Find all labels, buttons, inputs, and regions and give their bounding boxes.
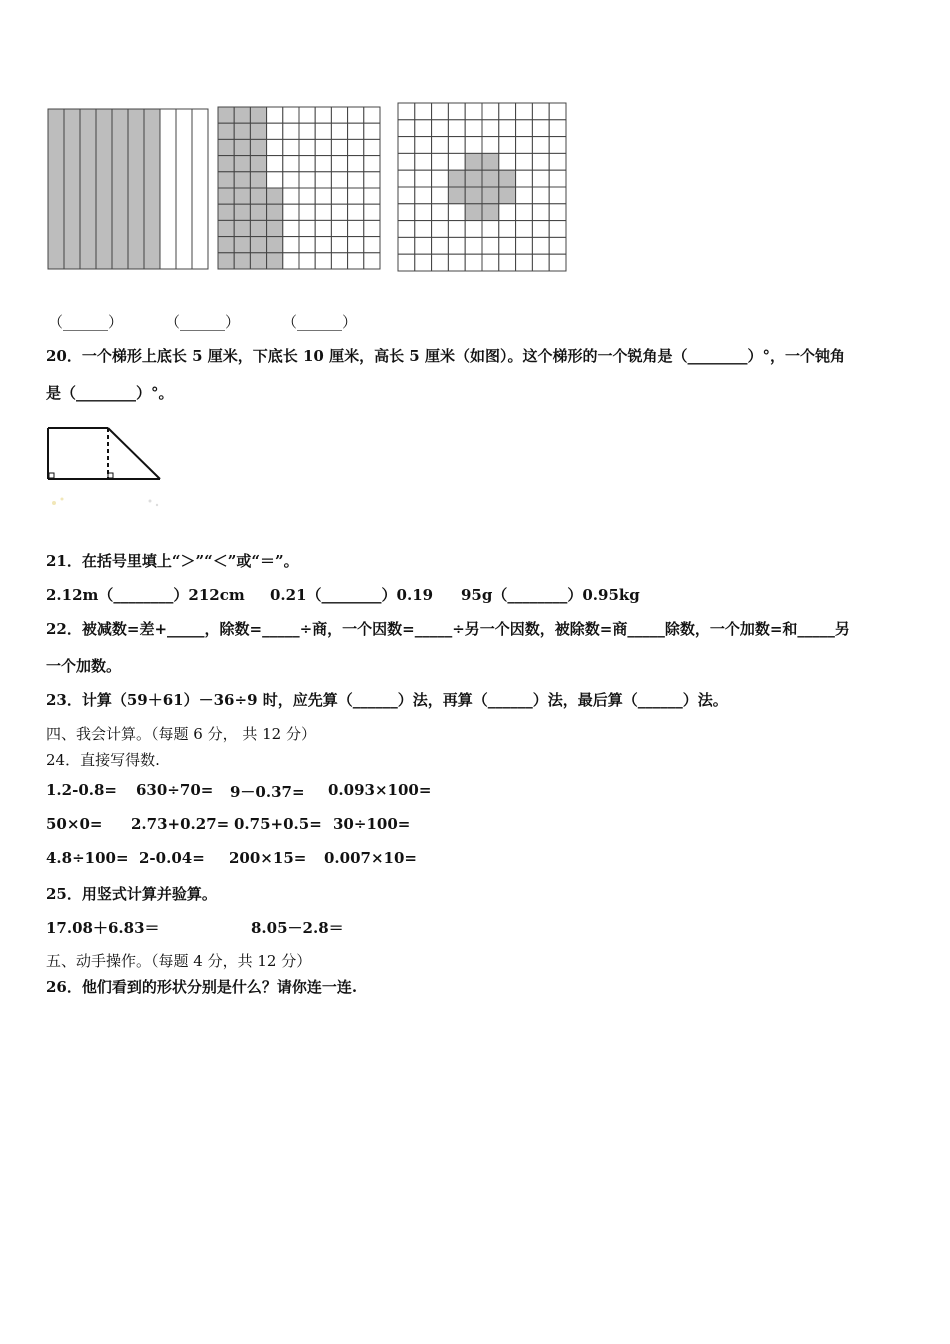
grid2-cell — [267, 123, 283, 139]
grid3-cell — [516, 170, 533, 187]
grid2-cell — [331, 123, 347, 139]
grid2-cell — [283, 253, 299, 269]
grid2-cell — [267, 172, 283, 188]
grid3-cell — [398, 137, 415, 154]
grid3-cell — [415, 187, 432, 204]
grid2-cell — [283, 204, 299, 220]
grid3-cell — [432, 137, 449, 154]
grid3-cell — [465, 120, 482, 137]
grid3-cell — [448, 221, 465, 238]
grid2-cell — [348, 253, 364, 269]
grid2-cell — [299, 139, 315, 155]
grid2-cell — [250, 172, 266, 188]
grid3-cell — [465, 137, 482, 154]
grid2-cell — [218, 188, 234, 204]
grid3-cell — [398, 254, 415, 271]
grid2-cell — [283, 188, 299, 204]
grid2-cell — [283, 156, 299, 172]
grid2-cell — [364, 139, 380, 155]
grid2-cell — [234, 156, 250, 172]
grid3-cell — [532, 153, 549, 170]
grid2-cell — [267, 139, 283, 155]
grid2-cell — [315, 123, 331, 139]
grid3-cell — [532, 120, 549, 137]
strip-cell — [48, 109, 64, 269]
grid3-cell — [465, 254, 482, 271]
grid3-cell — [432, 120, 449, 137]
grid3-cell — [482, 137, 499, 154]
grid3-cell — [398, 237, 415, 254]
section-5-title: 五、动手操作。（每题 4 分，共 12 分） — [46, 952, 312, 970]
figure-2-blank[interactable]: （______） — [165, 313, 241, 331]
grid2-cell — [364, 204, 380, 220]
grid2-cell — [331, 188, 347, 204]
grid3-cell — [516, 120, 533, 137]
strip-cell — [160, 109, 176, 269]
grid2-cell — [283, 107, 299, 123]
grid3-cell — [432, 187, 449, 204]
grid3-cell — [549, 237, 566, 254]
grid3-cell — [432, 103, 449, 120]
trapezoid-figure — [40, 415, 175, 515]
q24-r1c1: 1.2-0.8= — [46, 781, 117, 799]
grid2-cell — [331, 220, 347, 236]
grid2-cell — [299, 123, 315, 139]
grid2-cell — [267, 204, 283, 220]
grid3-cell — [549, 153, 566, 170]
strip-cell — [112, 109, 128, 269]
grid3-cell — [398, 204, 415, 221]
grid3-cell — [465, 170, 482, 187]
grid2-cell — [267, 220, 283, 236]
grid3-cell — [432, 221, 449, 238]
grid2-cell — [250, 188, 266, 204]
grid3-cell — [516, 137, 533, 154]
grid3-cell — [499, 187, 516, 204]
grid2-cell — [348, 139, 364, 155]
grid2-cell — [250, 237, 266, 253]
grid2-cell — [348, 220, 364, 236]
grid3-cell — [482, 170, 499, 187]
strip-cell — [80, 109, 96, 269]
grid3-cell — [499, 170, 516, 187]
grid3-cell — [432, 170, 449, 187]
grid2-cell — [250, 204, 266, 220]
grid3-cell — [532, 204, 549, 221]
grid3-cell — [499, 254, 516, 271]
grid2-cell — [267, 253, 283, 269]
grid3-cell — [448, 153, 465, 170]
grid2-cell — [331, 107, 347, 123]
grid3-cell — [532, 237, 549, 254]
grid2-cell — [364, 253, 380, 269]
grid3-cell — [499, 221, 516, 238]
grid3-cell — [532, 137, 549, 154]
grid3-cell — [532, 254, 549, 271]
strip-grid-figure — [47, 108, 209, 270]
grid2-cell — [348, 123, 364, 139]
grid3-cell — [482, 120, 499, 137]
grid3-cell — [482, 103, 499, 120]
grid3-cell — [549, 103, 566, 120]
question-21-title: 21．在括号里填上“＞”“＜”或“＝”。 — [46, 552, 299, 570]
grid3-cell — [516, 187, 533, 204]
grid3-cell — [482, 187, 499, 204]
grid2-cell — [299, 220, 315, 236]
q24-r3c1: 4.8÷100= — [46, 849, 129, 867]
grid2-cell — [348, 172, 364, 188]
grid2-cell — [283, 123, 299, 139]
grid2-cell — [218, 123, 234, 139]
grid3-cell — [432, 254, 449, 271]
grid3-cell — [499, 237, 516, 254]
grid3-cell — [398, 170, 415, 187]
grid2-cell — [234, 139, 250, 155]
q24-r1c4: 0.093×100= — [328, 781, 432, 799]
grid2-cell — [331, 172, 347, 188]
grid3-cell — [465, 221, 482, 238]
question-23: 23．计算（59＋61）－36÷9 时，应先算（______）法，再算（______）法，最后算（______）法。 — [46, 691, 728, 709]
grid2-cell — [234, 253, 250, 269]
grid3-cell — [532, 170, 549, 187]
grid3-cell — [432, 237, 449, 254]
grid3-cell — [415, 120, 432, 137]
grid2-cell — [234, 220, 250, 236]
question-21-item-1: 2.12m（________）212cm — [46, 586, 245, 604]
grid2-cell — [234, 172, 250, 188]
grid2-cell — [250, 107, 266, 123]
grid2-cell — [250, 139, 266, 155]
grid3-cell — [499, 153, 516, 170]
grid2-cell — [299, 253, 315, 269]
grid3-cell — [465, 237, 482, 254]
figure-3-blank[interactable]: （______） — [282, 313, 358, 331]
question-22-line1: 22．被减数=差+_____，除数=_____÷商，一个因数=_____÷另一个因数，被除数=商_____除数，一个加数=和_____另 — [46, 620, 850, 638]
grid2-cell — [234, 123, 250, 139]
grid2-cell — [283, 139, 299, 155]
q24-r3c2: 2-0.04= — [139, 849, 205, 867]
grid3-cell — [465, 103, 482, 120]
grid3-cell — [499, 137, 516, 154]
grid2-cell — [299, 107, 315, 123]
strip-cell — [176, 109, 192, 269]
grid2-cell — [299, 204, 315, 220]
grid2-cell — [315, 172, 331, 188]
grid2-cell — [218, 139, 234, 155]
grid3-cell — [549, 170, 566, 187]
grid2-cell — [315, 139, 331, 155]
q24-r2c4: 30÷100= — [333, 815, 411, 833]
grid2-cell — [218, 237, 234, 253]
grid3-cell — [465, 204, 482, 221]
grid2-cell — [348, 107, 364, 123]
grid2-cell — [315, 237, 331, 253]
grid3-cell — [415, 254, 432, 271]
grid3-cell — [398, 187, 415, 204]
grid3-cell — [516, 204, 533, 221]
grid2-cell — [299, 237, 315, 253]
strip-cell — [96, 109, 112, 269]
grid2-cell — [218, 253, 234, 269]
grid2-cell — [234, 188, 250, 204]
grid2-cell — [283, 237, 299, 253]
grid3-cell — [465, 187, 482, 204]
grid3-cell — [398, 221, 415, 238]
grid2-cell — [218, 156, 234, 172]
grid2-cell — [267, 107, 283, 123]
grid3-cell — [516, 221, 533, 238]
grid3-cell — [549, 187, 566, 204]
grid3-cell — [482, 204, 499, 221]
grid3-cell — [432, 153, 449, 170]
grid-figure-2 — [217, 106, 383, 270]
grid3-cell — [448, 170, 465, 187]
grid3-cell — [549, 120, 566, 137]
grid3-cell — [516, 254, 533, 271]
grid2-cell — [348, 237, 364, 253]
strip-cell — [144, 109, 160, 269]
q24-r2c2: 2.73+0.27= — [131, 815, 230, 833]
grid2-cell — [218, 107, 234, 123]
grid3-cell — [499, 103, 516, 120]
figure-1-blank[interactable]: （______） — [48, 313, 124, 331]
grid2-cell — [348, 156, 364, 172]
grid3-cell — [499, 120, 516, 137]
grid2-cell — [299, 188, 315, 204]
grid2-cell — [283, 172, 299, 188]
grid2-cell — [250, 156, 266, 172]
grid2-cell — [364, 237, 380, 253]
grid3-cell — [448, 254, 465, 271]
grid2-cell — [331, 139, 347, 155]
grid2-cell — [364, 156, 380, 172]
grid3-cell — [448, 103, 465, 120]
grid2-cell — [218, 172, 234, 188]
grid3-cell — [549, 254, 566, 271]
grid2-cell — [218, 204, 234, 220]
q24-r2c3: 0.75+0.5= — [234, 815, 322, 833]
grid2-cell — [315, 156, 331, 172]
grid3-cell — [415, 204, 432, 221]
grid2-cell — [331, 237, 347, 253]
grid3-cell — [415, 153, 432, 170]
grid3-cell — [465, 153, 482, 170]
grid3-cell — [432, 204, 449, 221]
q24-r2c1: 50×0= — [46, 815, 103, 833]
question-25-item-2: 8.05－2.8＝ — [251, 919, 344, 937]
q24-r1c2: 630÷70= — [136, 781, 214, 799]
grid2-cell — [331, 204, 347, 220]
grid2-cell — [364, 220, 380, 236]
question-20-line2: 是（________）°。 — [46, 384, 174, 402]
q24-r3c3: 200×15= — [229, 849, 307, 867]
strip-cell — [64, 109, 80, 269]
grid3-cell — [482, 153, 499, 170]
question-25-item-1: 17.08＋6.83＝ — [46, 919, 160, 937]
grid-figure-3 — [397, 102, 567, 272]
grid3-cell — [532, 187, 549, 204]
question-21-item-2: 0.21（________）0.19 — [270, 586, 434, 604]
grid2-cell — [234, 204, 250, 220]
section-4-title: 四、我会计算。（每题 6 分， 共 12 分） — [46, 725, 316, 743]
grid3-cell — [516, 153, 533, 170]
grid2-cell — [234, 237, 250, 253]
grid2-cell — [315, 107, 331, 123]
question-25-title: 25．用竖式计算并验算。 — [46, 885, 217, 903]
grid3-cell — [448, 120, 465, 137]
grid3-cell — [448, 187, 465, 204]
grid2-cell — [234, 107, 250, 123]
grid2-cell — [267, 188, 283, 204]
grid3-cell — [415, 137, 432, 154]
grid2-cell — [348, 204, 364, 220]
grid2-cell — [299, 156, 315, 172]
grid2-cell — [315, 220, 331, 236]
grid3-cell — [516, 103, 533, 120]
grid2-cell — [331, 156, 347, 172]
grid3-cell — [499, 204, 516, 221]
question-26-title: 26．他们看到的形状分别是什么？请你连一连. — [46, 978, 358, 996]
grid2-cell — [364, 172, 380, 188]
grid2-cell — [348, 188, 364, 204]
question-20-line1: 20．一个梯形上底长 5 厘米，下底长 10 厘米，高长 5 厘米（如图）。这个梯形的一个锐角是（________）°，一个钝角 — [46, 347, 845, 365]
question-24-title: 24．直接写得数. — [46, 751, 160, 769]
grid3-cell — [398, 120, 415, 137]
grid2-cell — [250, 220, 266, 236]
strip-cell — [128, 109, 144, 269]
question-21-item-3: 95g（________）0.95kg — [461, 586, 640, 604]
grid3-cell — [398, 153, 415, 170]
grid3-cell — [482, 254, 499, 271]
q24-r3c4: 0.007×10= — [324, 849, 417, 867]
grid2-cell — [315, 188, 331, 204]
grid3-cell — [415, 103, 432, 120]
grid3-cell — [398, 103, 415, 120]
grid2-cell — [250, 123, 266, 139]
grid2-cell — [250, 253, 266, 269]
grid3-cell — [549, 221, 566, 238]
grid2-cell — [299, 172, 315, 188]
grid2-cell — [267, 237, 283, 253]
grid3-cell — [415, 237, 432, 254]
grid2-cell — [218, 220, 234, 236]
grid3-cell — [448, 137, 465, 154]
grid3-cell — [415, 221, 432, 238]
grid3-cell — [448, 204, 465, 221]
grid3-cell — [482, 237, 499, 254]
grid2-cell — [364, 123, 380, 139]
grid2-cell — [331, 253, 347, 269]
grid2-cell — [364, 188, 380, 204]
grid2-cell — [364, 107, 380, 123]
grid2-cell — [315, 204, 331, 220]
grid3-cell — [482, 221, 499, 238]
grid3-cell — [448, 237, 465, 254]
question-22-line2: 一个加数。 — [46, 657, 122, 675]
grid3-cell — [549, 204, 566, 221]
q24-r1c3: 9－0.37= — [230, 783, 305, 801]
grid3-cell — [532, 221, 549, 238]
grid3-cell — [549, 137, 566, 154]
strip-cell — [192, 109, 208, 269]
grid3-cell — [415, 170, 432, 187]
grid2-cell — [315, 253, 331, 269]
grid3-cell — [516, 237, 533, 254]
grid2-cell — [283, 220, 299, 236]
grid3-cell — [532, 103, 549, 120]
grid2-cell — [267, 156, 283, 172]
